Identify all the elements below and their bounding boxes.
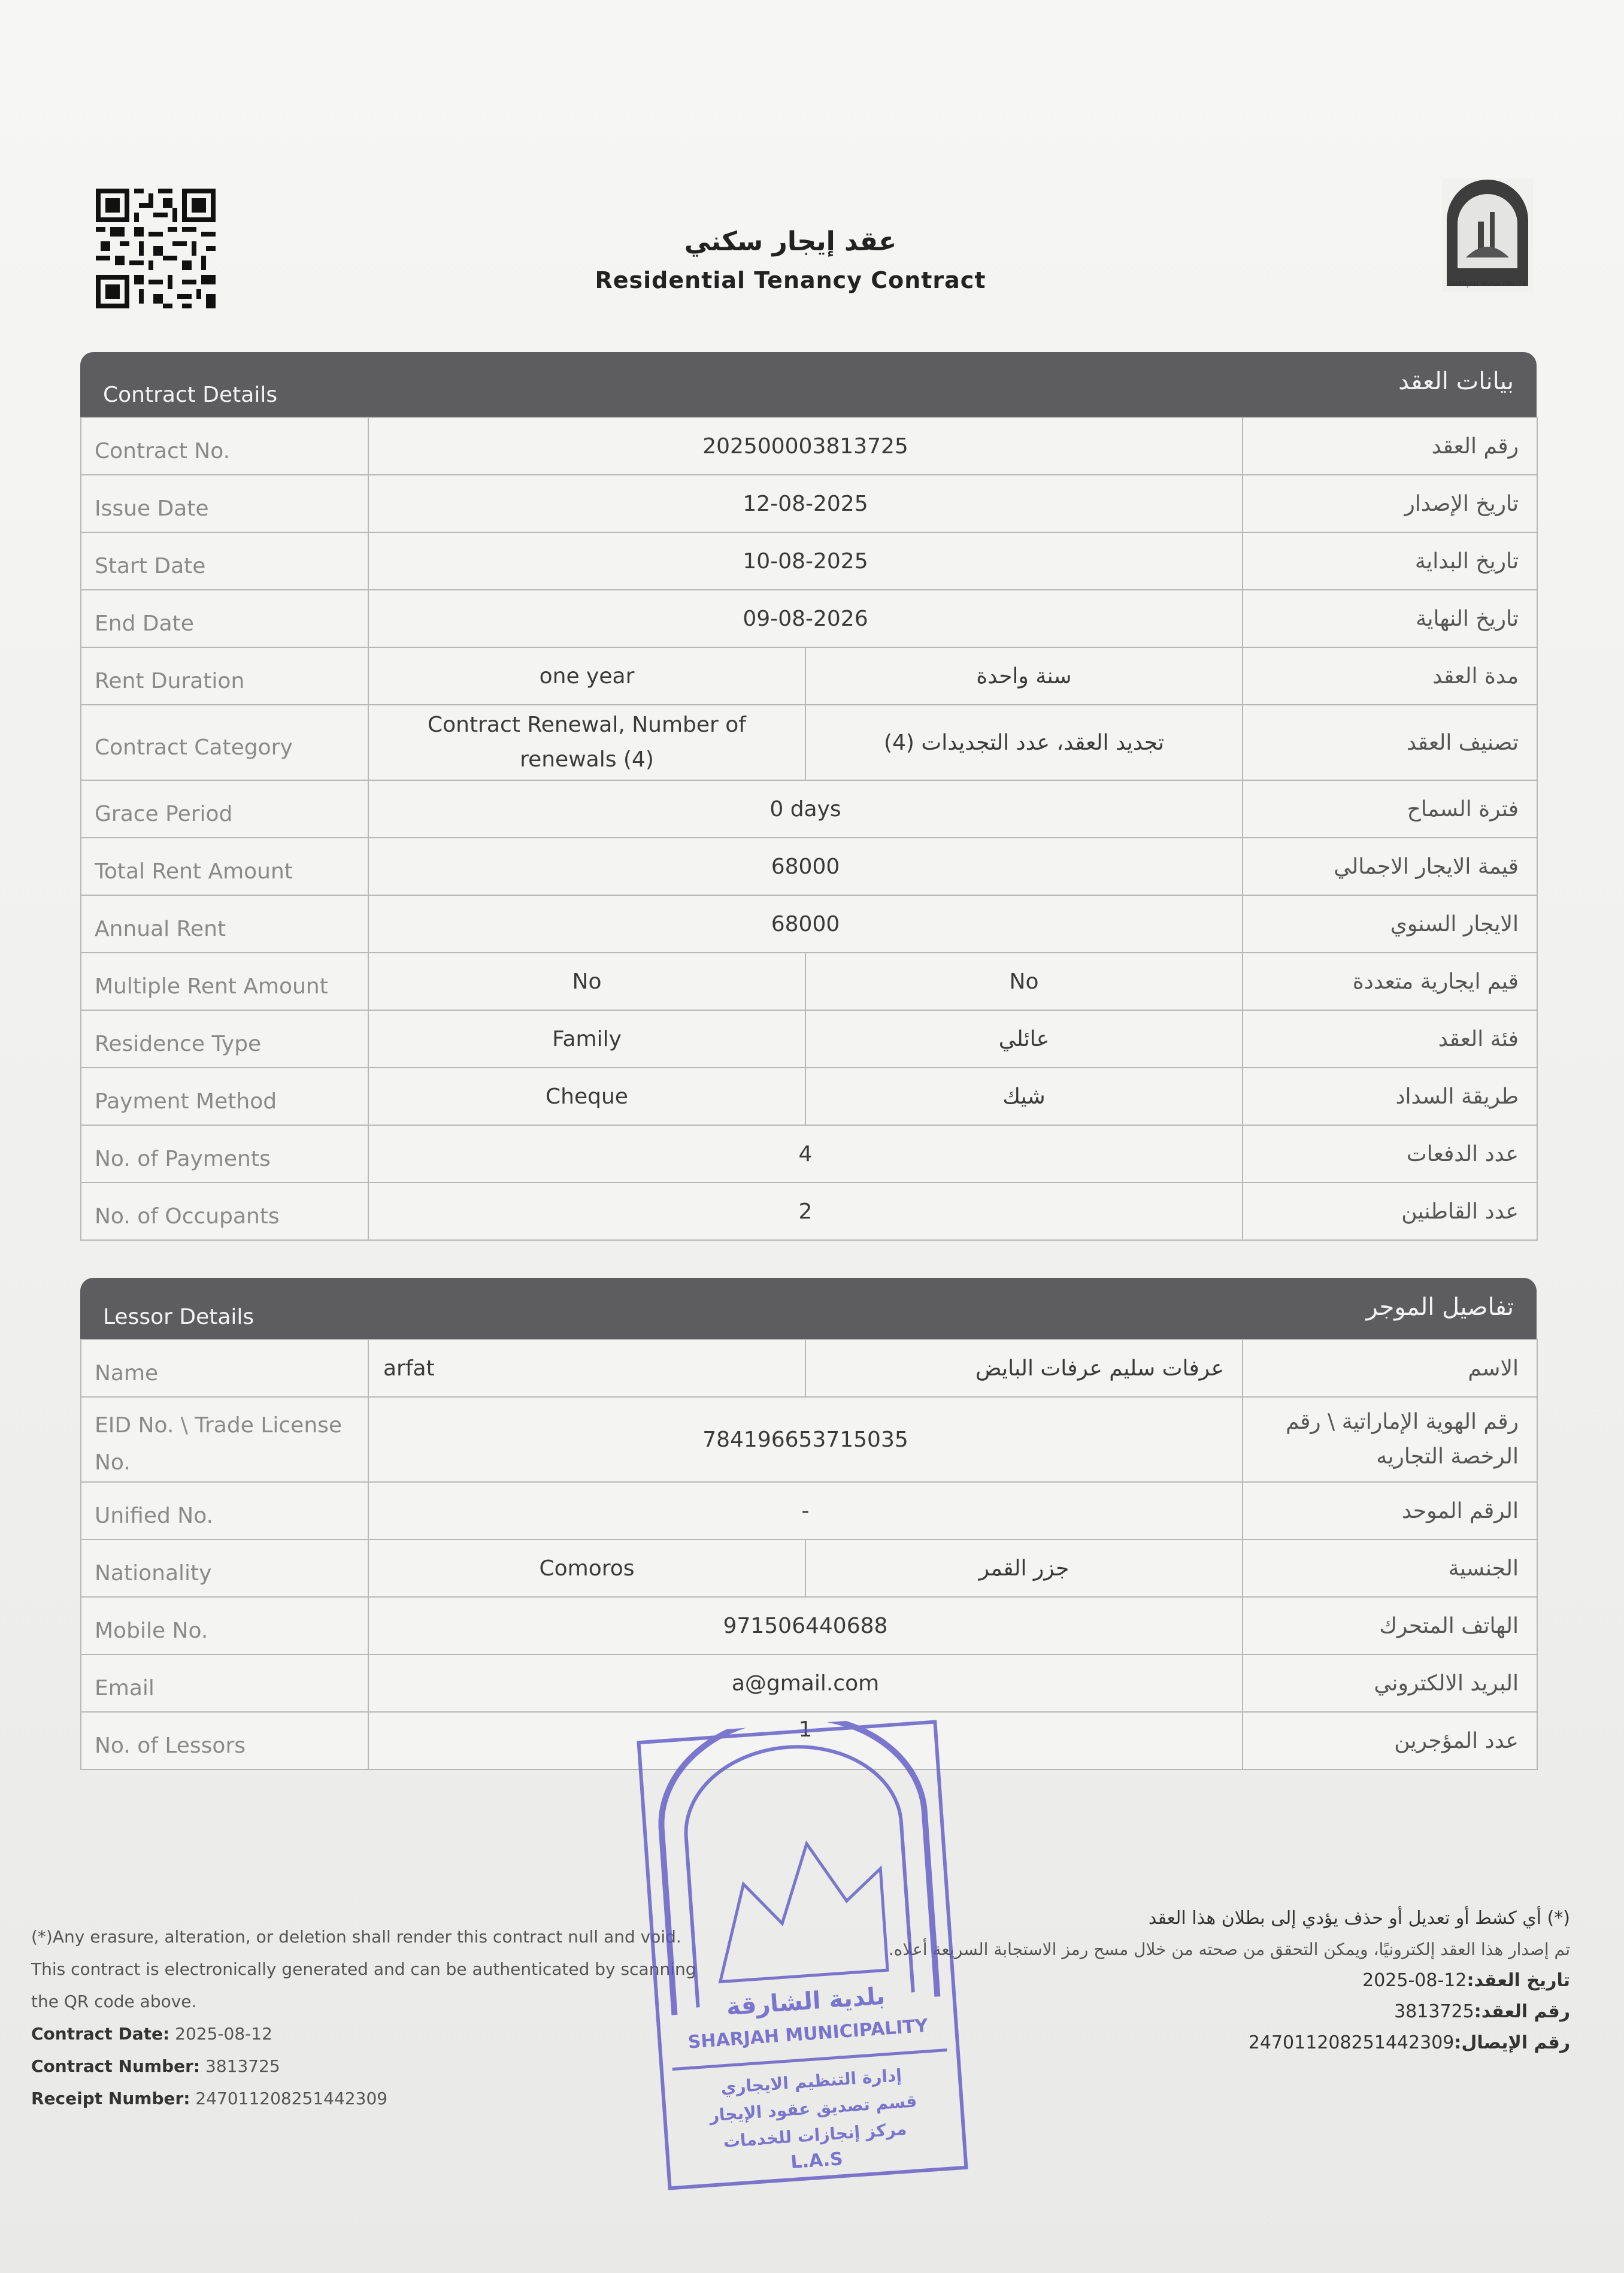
- contract-date-value: 2025-08-12: [175, 2024, 272, 2044]
- eid-value: 784196653715035: [368, 1397, 1243, 1482]
- contract-date-label-ar: تاريخ العقد:: [1467, 1970, 1570, 1991]
- label-en: Contract No.: [81, 417, 368, 475]
- title-english: Residential Tenancy Contract: [595, 267, 986, 293]
- contract-number-line: [31, 2050, 702, 2083]
- unified-number-value: -: [368, 1482, 1243, 1539]
- issue-date-value: 12-08-2025: [368, 475, 1243, 532]
- contract-details-table: [80, 417, 1538, 1241]
- contract-date-label: Contract Date:: [31, 2024, 170, 2044]
- label-ar: البريد الالكتروني: [1243, 1654, 1537, 1712]
- label-en: Total Rent Amount: [81, 838, 368, 895]
- label-en: No. of Occupants: [81, 1183, 368, 1240]
- label-en: No. of Payments: [81, 1125, 368, 1183]
- rent-duration-value-en: one year: [368, 647, 805, 705]
- mobile-value: 971506440688: [368, 1597, 1243, 1654]
- table-row: [81, 705, 1537, 780]
- authentication-note-ar: تم إصدار هذا العقد إلكترونيًا، ويمكن التحقق من صحته من خلال مسح رمز الاستجابة السريعة أعلاه.: [888, 1939, 1570, 1959]
- label-ar: تاريخ النهاية: [1243, 590, 1537, 647]
- table-row: [81, 590, 1537, 647]
- table-row: [81, 1068, 1537, 1125]
- label-ar: عدد القاطنين: [1243, 1183, 1537, 1240]
- municipality-stamp: [631, 1714, 974, 2196]
- lessor-details-heading-ar: تفاصيل الموجر: [1366, 1293, 1514, 1321]
- nationality-value-en: Comoros: [368, 1539, 805, 1597]
- payments-count-value: 4: [368, 1125, 1243, 1183]
- lessor-details-section: [80, 1278, 1537, 1770]
- stamp-line-4: قسم تصديق عقود الإيجار: [708, 2091, 918, 2126]
- stamp-line-3: إدارة التنظيم الايجاري: [720, 2065, 902, 2098]
- label-en: Issue Date: [81, 475, 368, 532]
- label-ar: تاريخ البداية: [1243, 532, 1537, 590]
- payment-method-value-ar: شيك: [805, 1068, 1243, 1125]
- table-row: [81, 1183, 1537, 1240]
- stamp-line-1: بلدية الشارقة: [725, 1982, 886, 2022]
- label-ar: الاسم: [1243, 1339, 1537, 1397]
- lessor-details-table: [80, 1339, 1538, 1770]
- contract-number-value-ar: 3813725: [1394, 2001, 1474, 2022]
- table-row: [81, 1654, 1537, 1712]
- contract-category-value-en: Contract Renewal, Number of renewals (4): [368, 705, 805, 780]
- contract-details-header: [80, 352, 1537, 417]
- lessor-name-value-ar: عرفات سليم عرفات البايض: [805, 1339, 1243, 1397]
- erasure-notice-ar: (*) أي كشط أو تعديل أو حذف يؤدي إلى بطلان هذا العقد: [1148, 1908, 1570, 1929]
- receipt-number-label: Receipt Number:: [31, 2089, 190, 2108]
- receipt-number-line: [31, 2083, 702, 2115]
- table-row: [81, 1339, 1537, 1397]
- label-ar: قيمة الايجار الاجمالي: [1243, 838, 1537, 895]
- label-ar: عدد الدفعات: [1243, 1125, 1537, 1183]
- receipt-number-label-ar: رقم الإيصال:: [1454, 2032, 1570, 2053]
- label-en: Name: [81, 1339, 368, 1397]
- table-row: [81, 1010, 1537, 1068]
- residence-type-value-ar: عائلي: [805, 1010, 1243, 1068]
- payment-method-value-en: Cheque: [368, 1068, 805, 1125]
- lessor-name-value-en: arfat: [368, 1339, 805, 1397]
- label-en: No. of Lessors: [81, 1712, 368, 1769]
- label-en: EID No. \ Trade License No.: [81, 1397, 368, 1482]
- residence-type-value-en: Family: [368, 1010, 805, 1068]
- label-en: Mobile No.: [81, 1597, 368, 1654]
- receipt-number-value-ar: 247011208251442309: [1248, 2032, 1455, 2053]
- qr-code-icon: [96, 187, 216, 310]
- table-row: [81, 475, 1537, 532]
- label-ar: فترة السماح: [1243, 780, 1537, 838]
- table-row: [81, 647, 1537, 705]
- label-ar: فئة العقد: [1243, 1010, 1537, 1068]
- label-en: Residence Type: [81, 1010, 368, 1068]
- occupants-count-value: 2: [368, 1183, 1243, 1240]
- label-ar: رقم العقد: [1243, 417, 1537, 475]
- contract-number-label-ar: رقم العقد:: [1474, 2001, 1570, 2022]
- label-ar: الرقم الموحد: [1243, 1482, 1537, 1539]
- authentication-note-en: This contract is electronically generated and can be authenticated by scanning the QR code above.: [31, 1959, 696, 2011]
- label-en: Payment Method: [81, 1068, 368, 1125]
- logo-caption: SHARJAH MUNICIPALITY: [1449, 280, 1526, 288]
- table-row: [81, 838, 1537, 895]
- label-en: Grace Period: [81, 780, 368, 838]
- contract-number-label: Contract Number:: [31, 2056, 201, 2076]
- contract-date-value-ar: 2025-08-12: [1362, 1970, 1467, 1991]
- label-ar: مدة العقد: [1243, 647, 1537, 705]
- table-row: [81, 532, 1537, 590]
- table-row: [81, 895, 1537, 953]
- label-en: Start Date: [81, 532, 368, 590]
- contract-category-value-ar: تجديد العقد، عدد التجديدات (4): [805, 705, 1243, 780]
- label-ar: تاريخ الإصدار: [1243, 475, 1537, 532]
- footer-left: [31, 1921, 702, 2115]
- label-ar: قيم ايجارية متعددة: [1243, 953, 1537, 1010]
- stamp-line-6: L.A.S: [790, 2148, 844, 2174]
- rent-duration-value-ar: سنة واحدة: [805, 647, 1243, 705]
- table-row: [81, 1482, 1537, 1539]
- label-ar: تصنيف العقد: [1243, 705, 1537, 780]
- total-rent-value: 68000: [368, 838, 1243, 895]
- label-en: Multiple Rent Amount: [81, 953, 368, 1010]
- lessor-details-header: [80, 1278, 1537, 1339]
- nationality-value-ar: جزر القمر: [805, 1539, 1243, 1597]
- email-value: a@gmail.com: [368, 1654, 1243, 1712]
- contract-number-value: 202500003813725: [368, 417, 1243, 475]
- table-row: [81, 1539, 1537, 1597]
- contract-details-section: [80, 352, 1537, 1241]
- grace-period-value: 0 days: [368, 780, 1243, 838]
- label-en: Contract Category: [81, 705, 368, 780]
- table-row: [81, 1397, 1537, 1482]
- contract-date-line: [31, 2018, 702, 2050]
- label-ar: عدد المؤجرين: [1243, 1712, 1537, 1769]
- label-en: Email: [81, 1654, 368, 1712]
- erasure-notice-en: (*)Any erasure, alteration, or deletion shall render this contract null and void.: [31, 1927, 681, 1947]
- table-row: [81, 780, 1537, 838]
- contract-number-footer-value: 3813725: [205, 2056, 280, 2076]
- label-en: Unified No.: [81, 1482, 368, 1539]
- table-row: [81, 417, 1537, 475]
- contract-details-heading-en: Contract Details: [103, 383, 278, 407]
- end-date-value: 09-08-2026: [368, 590, 1243, 647]
- label-en: End Date: [81, 590, 368, 647]
- table-row: [81, 1125, 1537, 1183]
- lessor-details-heading-en: Lessor Details: [103, 1305, 254, 1329]
- table-row: [81, 953, 1537, 1010]
- label-en: Nationality: [81, 1539, 368, 1597]
- title-arabic: عقد إيجار سكني: [684, 226, 897, 257]
- multiple-rent-value-en: No: [368, 953, 805, 1010]
- label-en: Annual Rent: [81, 895, 368, 953]
- municipality-logo-icon: [1442, 178, 1533, 292]
- label-ar: الجنسية: [1243, 1539, 1537, 1597]
- stamp-line-5: مركز إنجازات للخدمات: [722, 2119, 908, 2151]
- label-ar: طريقة السداد: [1243, 1068, 1537, 1125]
- stamp-line-2: SHARJAH MUNICIPALITY: [687, 2015, 929, 2053]
- lessors-count-value: 1: [368, 1712, 1243, 1769]
- contract-details-heading-ar: بيانات العقد: [1398, 368, 1514, 395]
- label-ar: رقم الهوية الإماراتية \ رقم الرخصة التجاريه: [1243, 1397, 1537, 1482]
- table-row: [81, 1597, 1537, 1654]
- start-date-value: 10-08-2025: [368, 532, 1243, 590]
- label-ar: الهاتف المتحرك: [1243, 1597, 1537, 1654]
- annual-rent-value: 68000: [368, 895, 1243, 953]
- label-ar: الايجار السنوي: [1243, 895, 1537, 953]
- receipt-number-value: 247011208251442309: [195, 2089, 388, 2108]
- label-en: Rent Duration: [81, 647, 368, 705]
- multiple-rent-value-ar: No: [805, 953, 1243, 1010]
